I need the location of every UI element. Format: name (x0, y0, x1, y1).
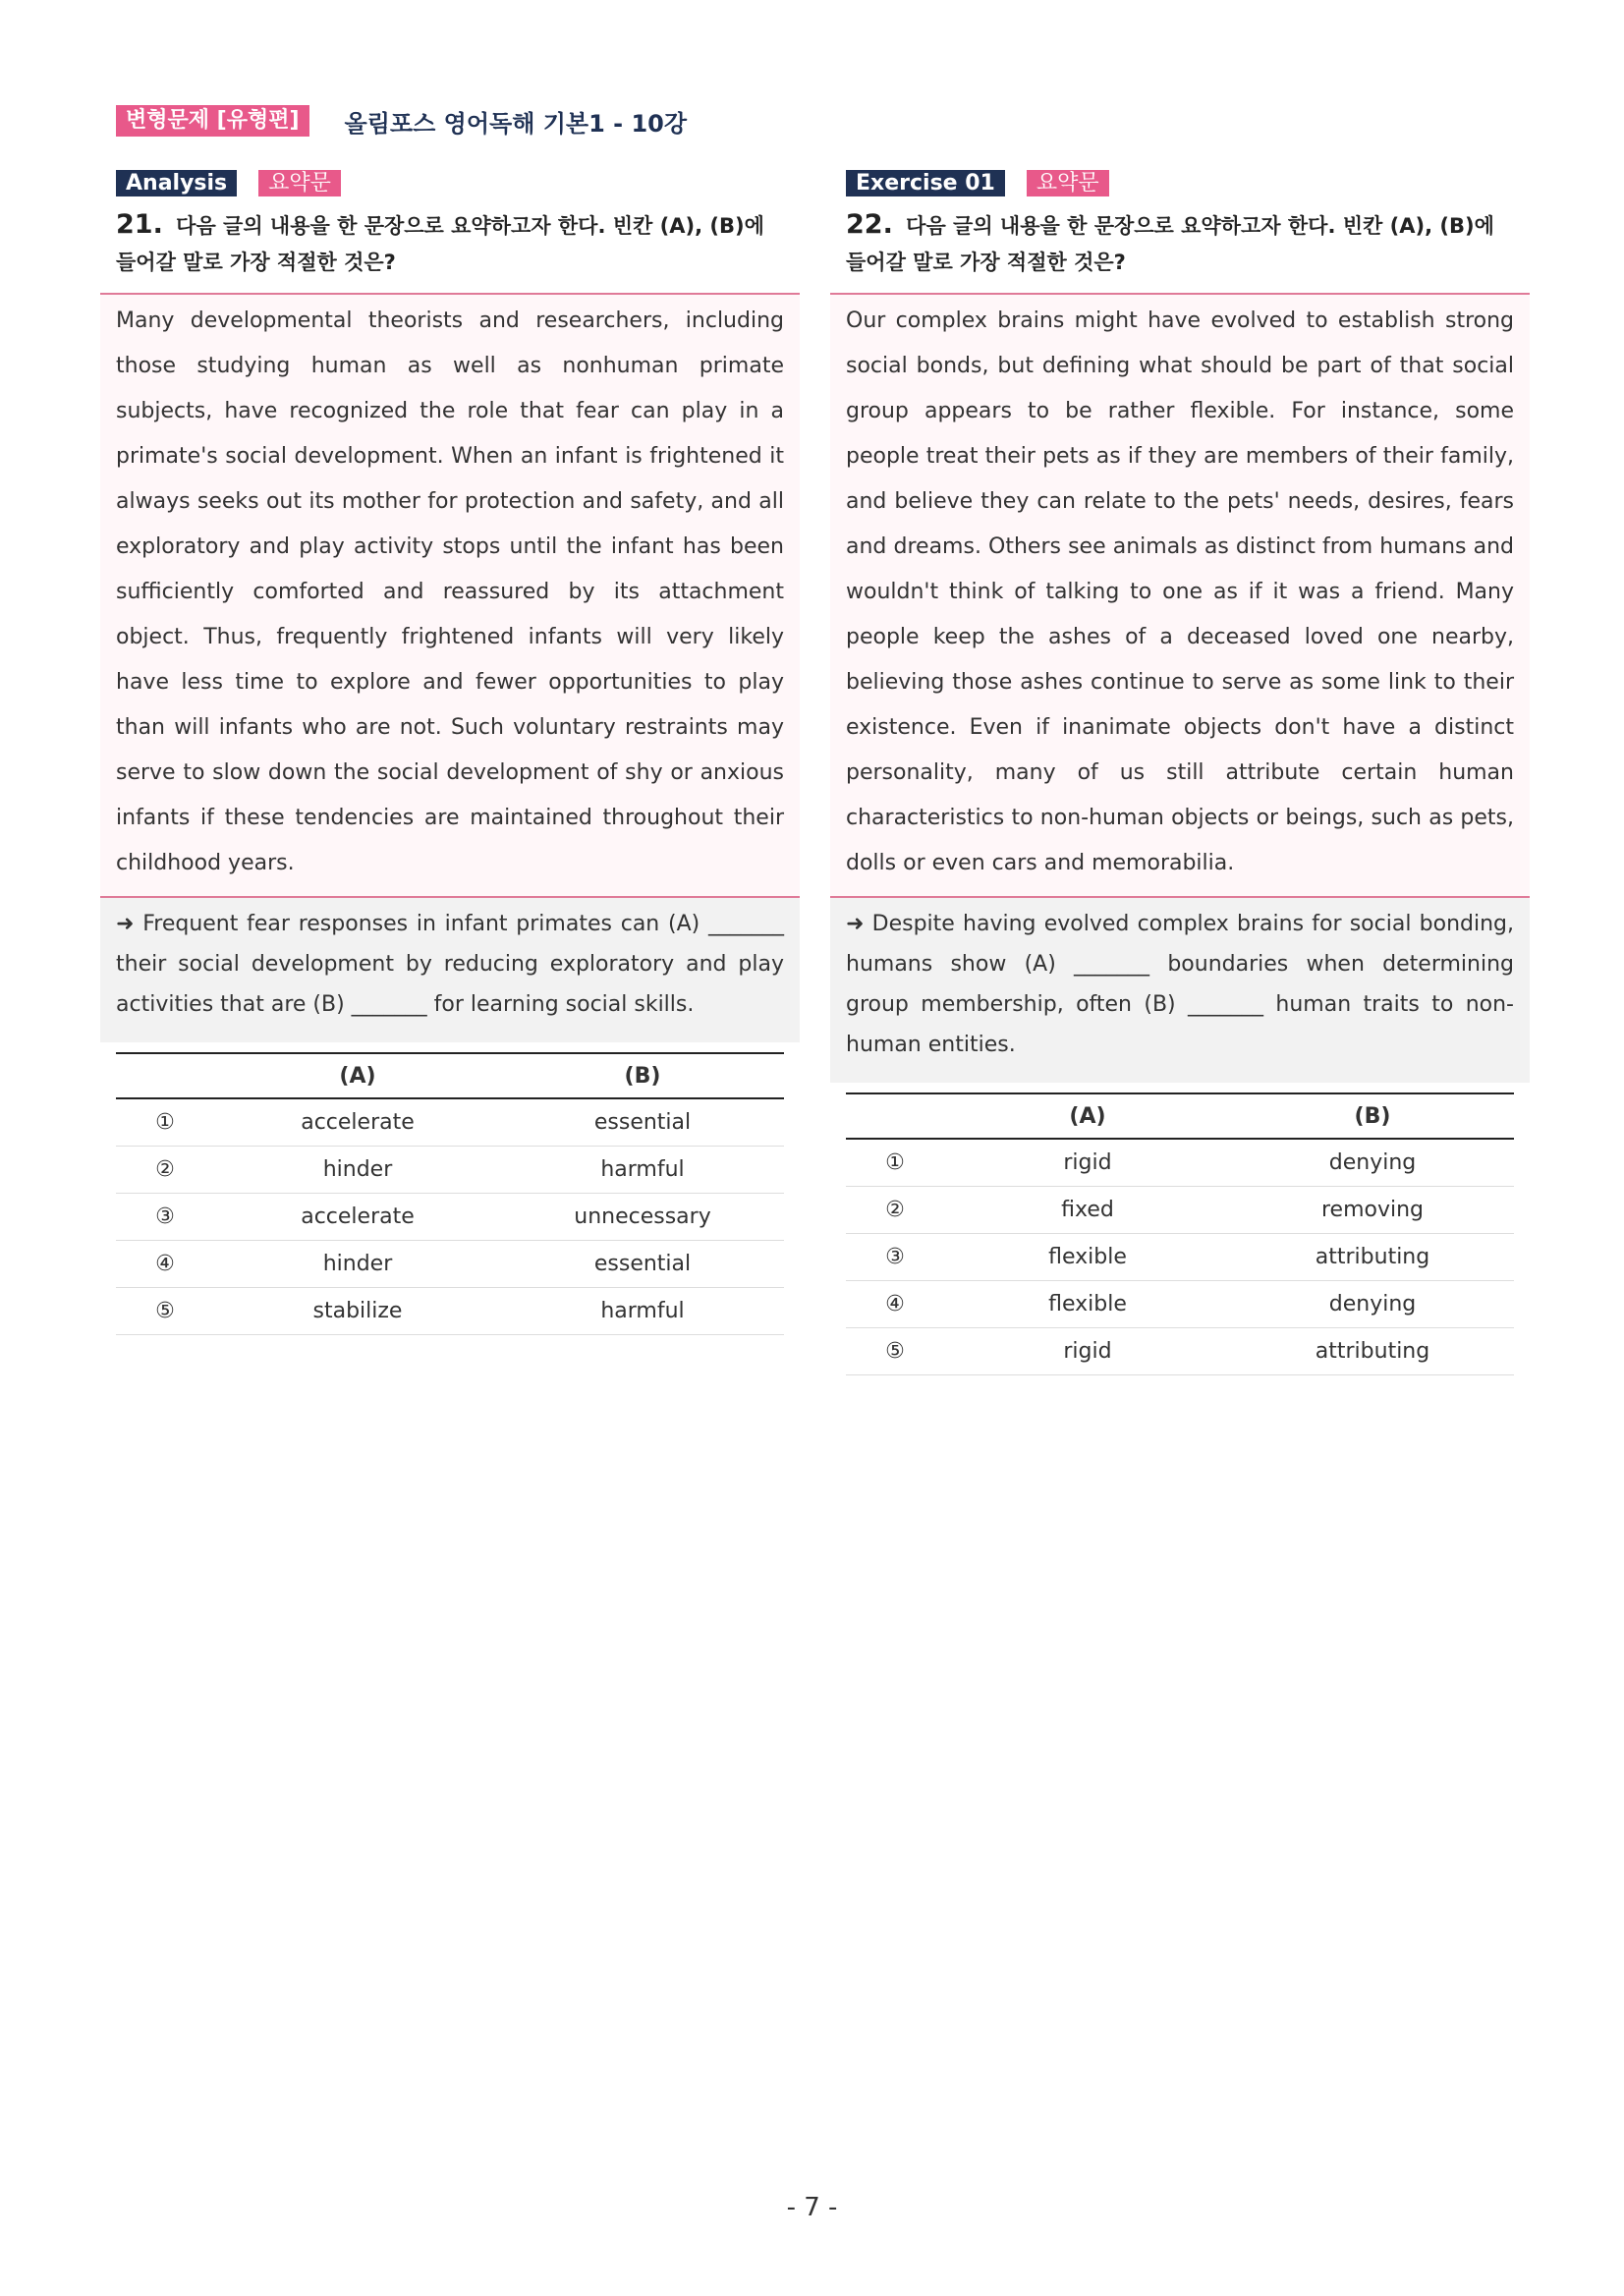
summary-sentence: ➜ Frequent fear responses in infant primates can (A) _______ their social development by reducing exploratory and play activities that are (B) _______ for learning social skills. (100, 898, 800, 1042)
choice-a: rigid (944, 1139, 1231, 1187)
choice-b: removing (1231, 1187, 1514, 1234)
question-prompt (846, 206, 1514, 281)
choice-number: ① (116, 1098, 214, 1147)
choice-row[interactable] (116, 1241, 784, 1288)
choice-b: harmful (501, 1288, 784, 1335)
analysis-badge: Analysis (116, 170, 237, 196)
passage: Our complex brains might have evolved to establish strong social bonds, but defining what should be part of that social group appears to be rather flexible. For instance, some people treat their pets as if they are members of their family, and believe they can relate to the pets' needs, desires, fears and dreams. Others see animals as distinct from humans and wouldn't think of talking to one as if it was a friend. Many people keep the ashes of a deceased loved one nearby, believing those ashes continue to serve as some link to their existence. Even if inanimate objects don't have a distinct personality, many of us still attribute certain human characteristics to non-human objects or beings, such as pets, dolls or even cars and memorabilia. (830, 293, 1530, 898)
choice-number: ② (846, 1187, 944, 1234)
choice-a: fixed (944, 1187, 1231, 1234)
choice-a: hinder (214, 1241, 501, 1288)
choice-b: denying (1231, 1139, 1514, 1187)
type-badge: 요약문 (258, 170, 341, 196)
choice-number: ⑤ (846, 1328, 944, 1375)
question-badges (116, 169, 800, 196)
choice-number: ④ (116, 1241, 214, 1288)
choice-a: flexible (944, 1234, 1231, 1281)
choice-row[interactable] (116, 1288, 784, 1335)
choice-row[interactable] (116, 1194, 784, 1241)
type-badge: 요약문 (1027, 170, 1109, 196)
choice-a: hinder (214, 1147, 501, 1194)
column-b-header: (B) (1231, 1093, 1514, 1139)
header-title: 올림포스 영어독해 기본1 - 10강 (344, 109, 688, 138)
page-number: - 7 - (786, 2193, 838, 2222)
choice-num-header (116, 1053, 214, 1098)
column-b-header: (B) (501, 1053, 784, 1098)
choice-row[interactable] (846, 1139, 1514, 1187)
question-prompt (116, 206, 784, 281)
choice-a: stabilize (214, 1288, 501, 1335)
choice-number: ⑤ (116, 1288, 214, 1335)
question-number: 22. (846, 209, 893, 240)
choice-row[interactable] (116, 1147, 784, 1194)
choice-number: ① (846, 1139, 944, 1187)
page-header (116, 104, 687, 138)
choice-number: ② (116, 1147, 214, 1194)
choice-row[interactable] (846, 1328, 1514, 1375)
choice-a: accelerate (214, 1194, 501, 1241)
choice-number: ③ (846, 1234, 944, 1281)
choice-number: ③ (116, 1194, 214, 1241)
choice-num-header (846, 1093, 944, 1139)
choice-b: essential (501, 1241, 784, 1288)
choice-a: rigid (944, 1328, 1231, 1375)
choice-b: attributing (1231, 1234, 1514, 1281)
choice-a: accelerate (214, 1098, 501, 1147)
choice-b: denying (1231, 1281, 1514, 1328)
choice-row[interactable] (846, 1281, 1514, 1328)
choice-row[interactable] (846, 1187, 1514, 1234)
header-tag: 변형문제 [유형편] (116, 105, 309, 137)
choice-number: ④ (846, 1281, 944, 1328)
choice-b: essential (501, 1098, 784, 1147)
question-number: 21. (116, 209, 163, 240)
question-21 (100, 169, 800, 1335)
exercise-badge: Exercise 01 (846, 170, 1005, 196)
summary-sentence: ➜ Despite having evolved complex brains for social bonding, humans show (A) _______ boundaries when determining group membership, often (B) _______ human traits to non-human entities. (830, 898, 1530, 1083)
choice-b: unnecessary (501, 1194, 784, 1241)
choice-b: attributing (1231, 1328, 1514, 1375)
choice-row[interactable] (846, 1234, 1514, 1281)
question-text: 다음 글의 내용을 한 문장으로 요약하고자 한다. 빈칸 (A), (B)에 들어갈 말로 가장 적절한 것은? (116, 214, 764, 274)
question-text: 다음 글의 내용을 한 문장으로 요약하고자 한다. 빈칸 (A), (B)에 들어갈 말로 가장 적절한 것은? (846, 214, 1494, 274)
choice-b: harmful (501, 1147, 784, 1194)
question-22 (830, 169, 1530, 1375)
choice-a: flexible (944, 1281, 1231, 1328)
choice-row[interactable] (116, 1098, 784, 1147)
answer-choices-table (116, 1052, 784, 1335)
question-badges (846, 169, 1530, 196)
passage: Many developmental theorists and researchers, including those studying human as well as nonhuman primate subjects, have recognized the role that fear can play in a primate's social development. When an infant is frightened it always seeks out its mother for protection and safety, and all exploratory and play activity stops until the infant has been sufficiently comforted and reassured by its attachment object. Thus, frequently frightened infants will very likely have less time to explore and fewer opportunities to play than will infants who are not. Such voluntary restraints may serve to slow down the social development of shy or anxious infants if these tendencies are maintained throughout their childhood years. (100, 293, 800, 898)
column-a-header: (A) (944, 1093, 1231, 1139)
column-a-header: (A) (214, 1053, 501, 1098)
answer-choices-table (846, 1092, 1514, 1375)
